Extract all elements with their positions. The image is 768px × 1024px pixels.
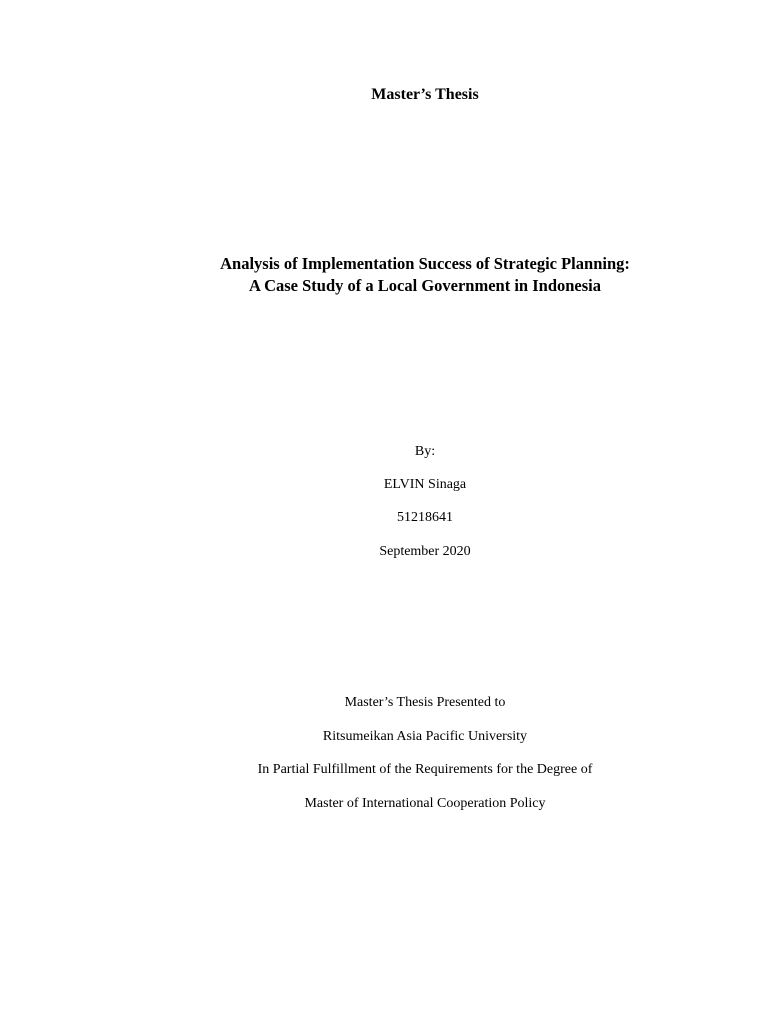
- by-label: By:: [414, 444, 436, 459]
- thesis-title-line-2: A Case Study of a Local Government in Indonesia: [248, 276, 602, 295]
- submission-date: September 2020: [379, 544, 471, 559]
- degree-name: Master of International Cooperation Policy: [304, 796, 546, 811]
- student-id: 51218641: [397, 510, 453, 525]
- document-type-heading: Master’s Thesis: [371, 86, 479, 103]
- university-name: Ritsumeikan Asia Pacific University: [322, 729, 528, 744]
- thesis-title-line-1: Analysis of Implementation Success of Strategic Planning:: [220, 254, 630, 273]
- author-name: ELVIN Sinaga: [383, 477, 467, 492]
- fulfillment-line: In Partial Fulfillment of the Requirements for the Degree of: [257, 762, 593, 777]
- presented-to-line: Master’s Thesis Presented to: [344, 695, 506, 710]
